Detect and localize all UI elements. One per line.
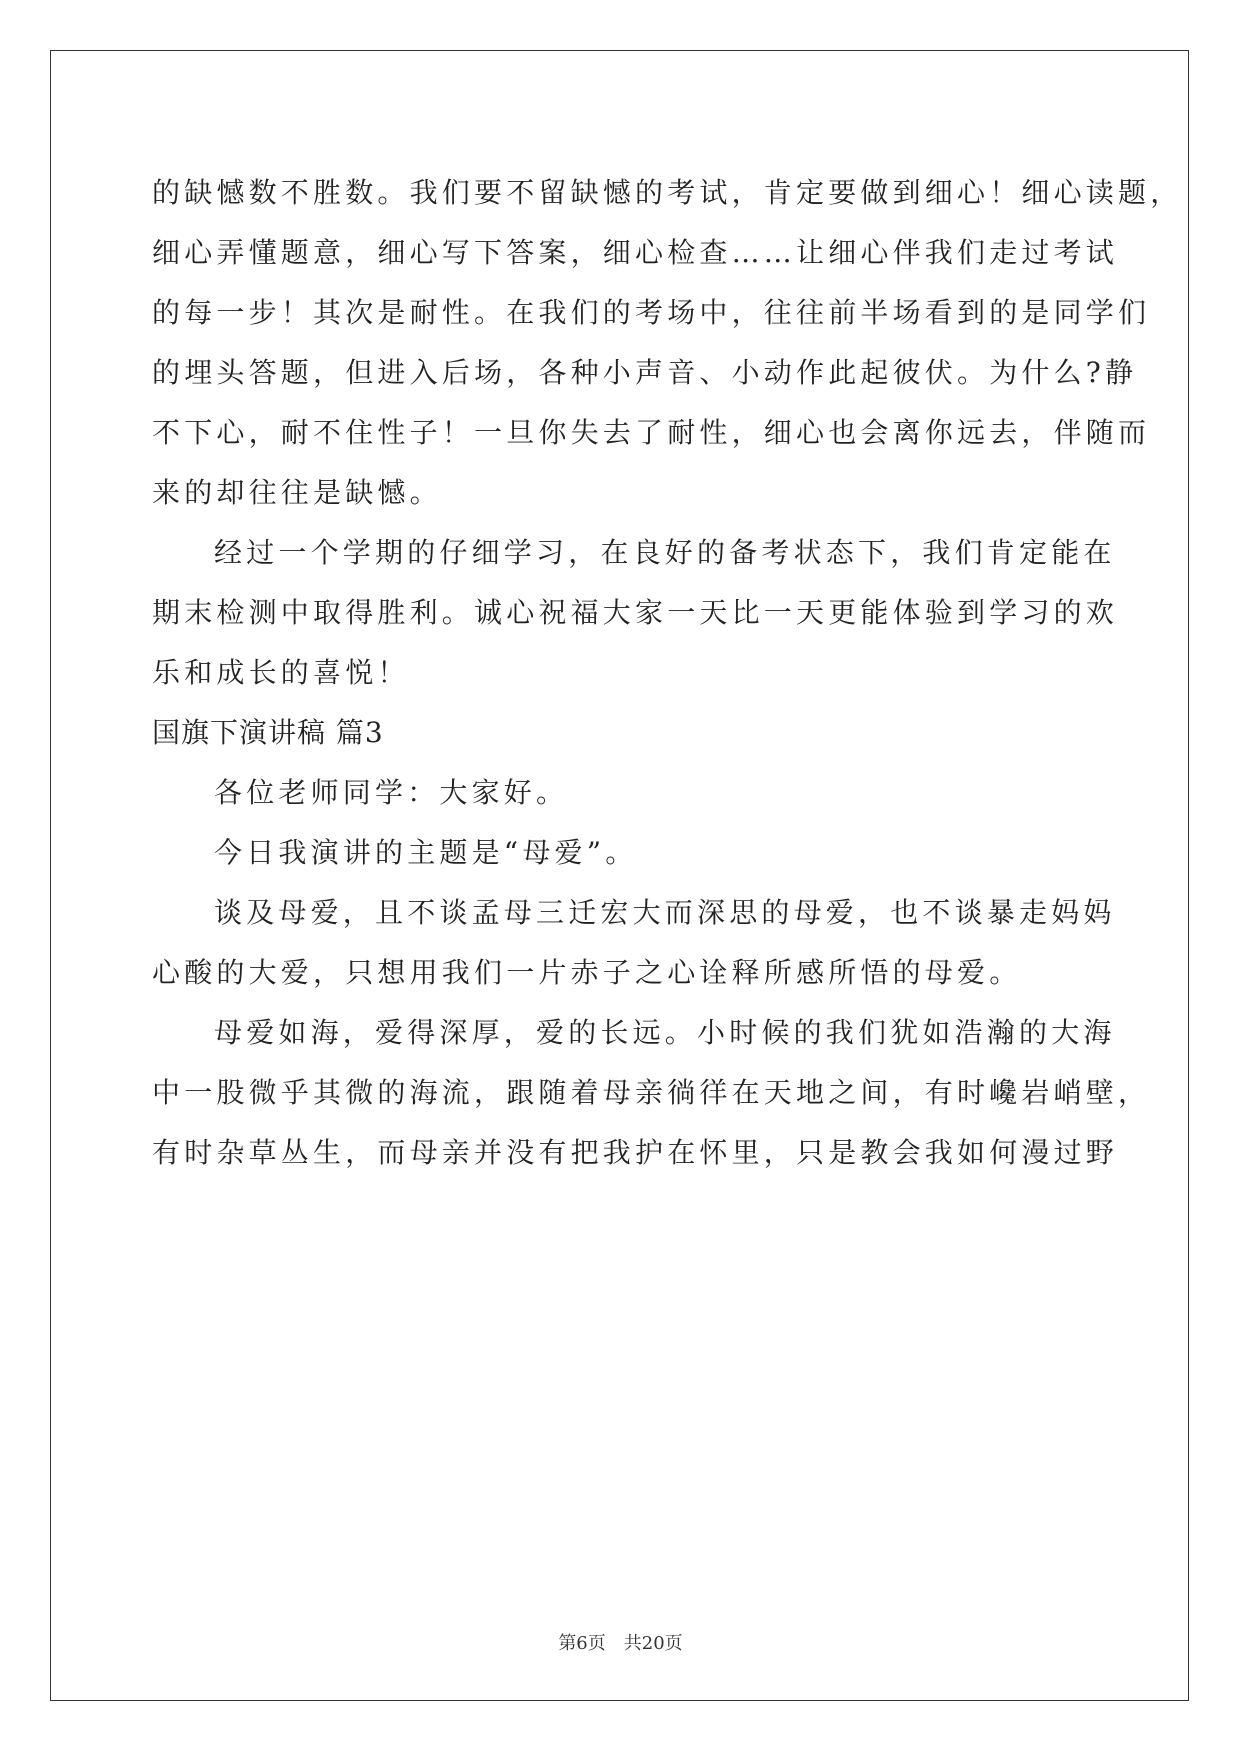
text-line: 期末检测中取得胜利。诚心祝福大家一天比一天更能体验到学习的欢 [152,596,1119,629]
text-line: 谈及母爱，且不谈孟母三迁宏大而深思的母爱，也不谈暴走妈妈 [214,896,1116,929]
text-line: 母爱如海，爱得深厚，爱的长远。小时候的我们犹如浩瀚的大海 [214,1016,1116,1049]
text-line: 的埋头答题，但进入后场，各种小声音、小动作此起彼伏。为什么?静 [152,356,1138,389]
text-line: 心酸的大爱，只想用我们一片赤子之心诠释所感所悟的母爱。 [152,956,1022,989]
text-line: 的每一步！其次是耐性。在我们的考场中，往往前半场看到的是同学们 [152,296,1151,329]
text-line: 今日我演讲的主题是“母爱”。 [214,836,638,869]
text-line: 有时杂草丛生，而母亲并没有把我护在怀里，只是教会我如何漫过野 [152,1136,1119,1169]
text-line: 不下心，耐不住性子！一旦你失去了耐性，细心也会离你远去，伴随而 [152,416,1151,449]
section-heading: 国旗下演讲稿 篇3 [152,716,384,749]
text-line: 细心弄懂题意，细心写下答案，细心检查……让细心伴我们走过考试 [152,236,1119,269]
text-line: 乐和成长的喜悦！ [152,656,410,689]
text-line: 经过一个学期的仔细学习，在良好的备考状态下，我们肯定能在 [214,536,1116,569]
text-line: 各位老师同学：大家好。 [214,776,569,809]
text-line: 中一股微乎其微的海流，跟随着母亲徜徉在天地之间，有时巉岩峭壁， [152,1076,1151,1109]
page-footer: 第6页 共20页 [558,1633,683,1654]
text-line: 的缺憾数不胜数。我们要不留缺憾的考试，肯定要做到细心！细心读题， [152,176,1183,209]
text-line: 来的却往往是缺憾。 [152,476,442,509]
